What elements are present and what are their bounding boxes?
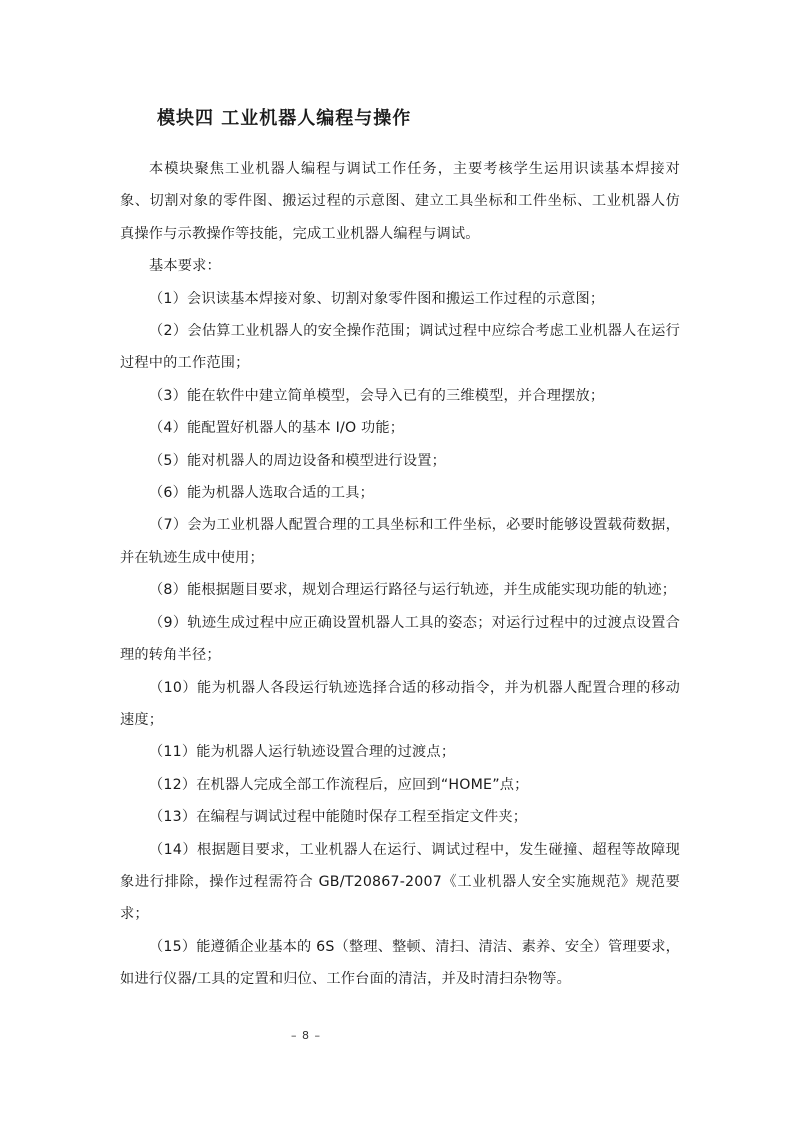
requirement-item: （3）能在软件中建立简单模型，会导入已有的三维模型，并合理摆放； — [149, 387, 605, 404]
requirement-item: （9）轨迹生成过程中应正确设置机器人工具的姿态；对运行过程中的过渡点设置合理的转角半径； — [120, 614, 680, 664]
requirement-item: （1）会识读基本焊接对象、切割对象零件图和搬运工作过程的示意图； — [149, 290, 605, 307]
requirement-item: （11）能为机器人运行轨迹设置合理的过渡点； — [149, 744, 456, 761]
page-title: 模块四 工业机器人编程与操作 — [157, 108, 412, 129]
requirement-item: （13）在编程与调试过程中能随时保存工程至指定文件夹； — [149, 809, 528, 826]
page-number: – 8 – — [291, 1029, 321, 1042]
requirement-item: （5）能对机器人的周边设备和模型进行设置； — [149, 452, 446, 469]
requirement-item: （8）能根据题目要求，规划合理运行路径与运行轨迹，并生成能实现功能的轨迹； — [149, 582, 677, 599]
requirement-item: （6）能为机器人选取合适的工具； — [149, 485, 375, 502]
intro-paragraph: 本模块聚焦工业机器人编程与调试工作任务，主要考核学生运用识读基本焊接对象、切割对象的零件图、搬运过程的示意图、建立工具坐标和工件坐标、工业机器人仿真操作与示教操作等技能，完成工业机器人编程与调试。 — [120, 161, 680, 242]
document-body — [120, 153, 680, 996]
requirement-item: （4）能配置好机器人的基本 I/O 功能； — [149, 420, 405, 437]
requirement-item: （7）会为工业机器人配置合理的工具坐标和工件坐标，必要时能够设置载荷数据，并在轨迹生成中使用； — [120, 517, 680, 566]
requirement-item: （2）会估算工业机器人的安全操作范围；调试过程中应综合考虑工业机器人在运行过程中的工作范围； — [120, 323, 680, 372]
requirements-heading: 基本要求： — [149, 258, 221, 275]
requirement-item: （12）在机器人完成全部工作流程后，应回到“HOME”点； — [149, 776, 529, 793]
requirement-item: （15）能遵循企业基本的 6S（整理、整顿、清扫、清洁、素养、安全）管理要求，如进行仪器/工具的定置和归位、工作台面的清洁，并及时清扫杂物等。 — [120, 938, 680, 988]
requirement-item: （14）根据题目要求，工业机器人在运行、调试过程中，发生碰撞、超程等故障现象进行排除，操作过程需符合 GB/T20867-2007《工业机器人安全实施规范》规范要求； — [120, 841, 680, 923]
requirement-item: （10）能为机器人各段运行轨迹选择合适的移动指令，并为机器人配置合理的移动速度； — [120, 679, 680, 728]
